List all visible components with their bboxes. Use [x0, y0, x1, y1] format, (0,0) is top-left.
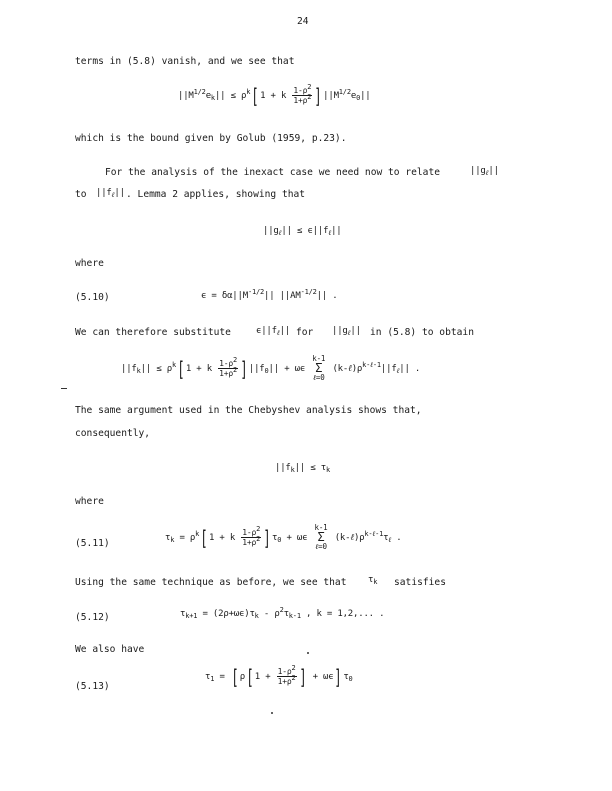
- equation-5-13: $\tau_1 = [\rho[1$ + $\frac{1-\rho^2}{1+\rho^2}$ ] + $\omega\epsilon]\tau_0$: [205, 664, 353, 689]
- paragraph-line: to: [75, 189, 87, 200]
- paragraph-line: For the analysis of the inexact case we need now to relate: [105, 167, 441, 178]
- paragraph-line: . Lemma 2 applies, showing that: [126, 189, 306, 200]
- inline-math-eps-f: $\epsilon||f_\ell||$: [256, 326, 291, 337]
- paragraph-line: consequently,: [75, 428, 151, 439]
- equation-golub-bound: $||M^{1/2}e_k|| \le \rho^k[1 + k$ $\frac{1-\rho^2}{1+\rho^2}$ ]$||M^{1/2}e_0||$: [178, 83, 371, 108]
- equation-number: (5.12): [75, 612, 110, 623]
- paragraph-line: where: [75, 496, 104, 507]
- paragraph-line: terms in (5.8) vanish, and we see that: [75, 56, 295, 67]
- paragraph-line: which is the bound given by Golub (1959, p.23).: [75, 133, 347, 144]
- inline-math-g-norm: $||g_\ell||$: [470, 166, 499, 177]
- paragraph-line: The same argument used in the Chebyshev analysis shows that,: [75, 405, 422, 416]
- paragraph-line: satisfies: [394, 577, 446, 588]
- equation-f-tau: $||f_k|| \le \tau_k$: [275, 463, 330, 474]
- equation-number: (5.11): [75, 538, 110, 549]
- speck: [307, 652, 309, 654]
- equation-lemma-2: $||g_\ell|| \le \epsilon||f_\ell||$: [263, 226, 342, 237]
- equation-5-10: $\epsilon = \delta\alpha||M^{-1/2}||$ $||AM^{-1/2}||$ .: [201, 288, 338, 301]
- speck: [271, 712, 273, 714]
- paragraph-line: in (5.8) to obtain: [370, 327, 474, 338]
- equation-5-11: $\tau_k = \rho^k[1 + k$ $\frac{1-\rho^2}{1+\rho^2}$ ]$\tau_0 + \omega\epsilon$ k-1 Σ ℓ=0 $(k-\ell)\rho^{k-\ell-1}\tau_\ell$ .: [165, 523, 402, 551]
- paragraph-line: where: [75, 258, 104, 269]
- paragraph-line: for: [296, 327, 314, 338]
- paragraph-line: We can therefore substitute: [75, 327, 231, 338]
- inline-math-g-norm: $||g_\ell||$: [332, 326, 361, 337]
- equation-number: (5.13): [75, 681, 110, 692]
- inline-math-tau-k: $\tau_k$: [368, 575, 378, 586]
- equation-5-12: $\tau_{k+1} = (2\rho+\omega\epsilon)\tau_k - \rho^2\tau_{k-1}$ , k = 1,2,... .: [180, 606, 385, 620]
- paragraph-line: We also have: [75, 644, 145, 655]
- equation-number: (5.10): [75, 292, 110, 303]
- page-number: 24: [297, 16, 309, 27]
- margin-mark: [61, 388, 67, 389]
- paragraph-line: Using the same technique as before, we see that: [75, 577, 347, 588]
- inline-math-f-norm: $||f_\ell||$: [96, 188, 125, 199]
- equation-f-bound: $||f_k|| \le \rho^k[1 + k$ $\frac{1-\rho^2}{1+\rho^2}$ ]$||f_0|| + \omega\epsilon$ k-1 Σ ℓ=0 $(k-\ell)\rho^{k-\ell-1}||f_\ell||$ .: [121, 354, 421, 382]
